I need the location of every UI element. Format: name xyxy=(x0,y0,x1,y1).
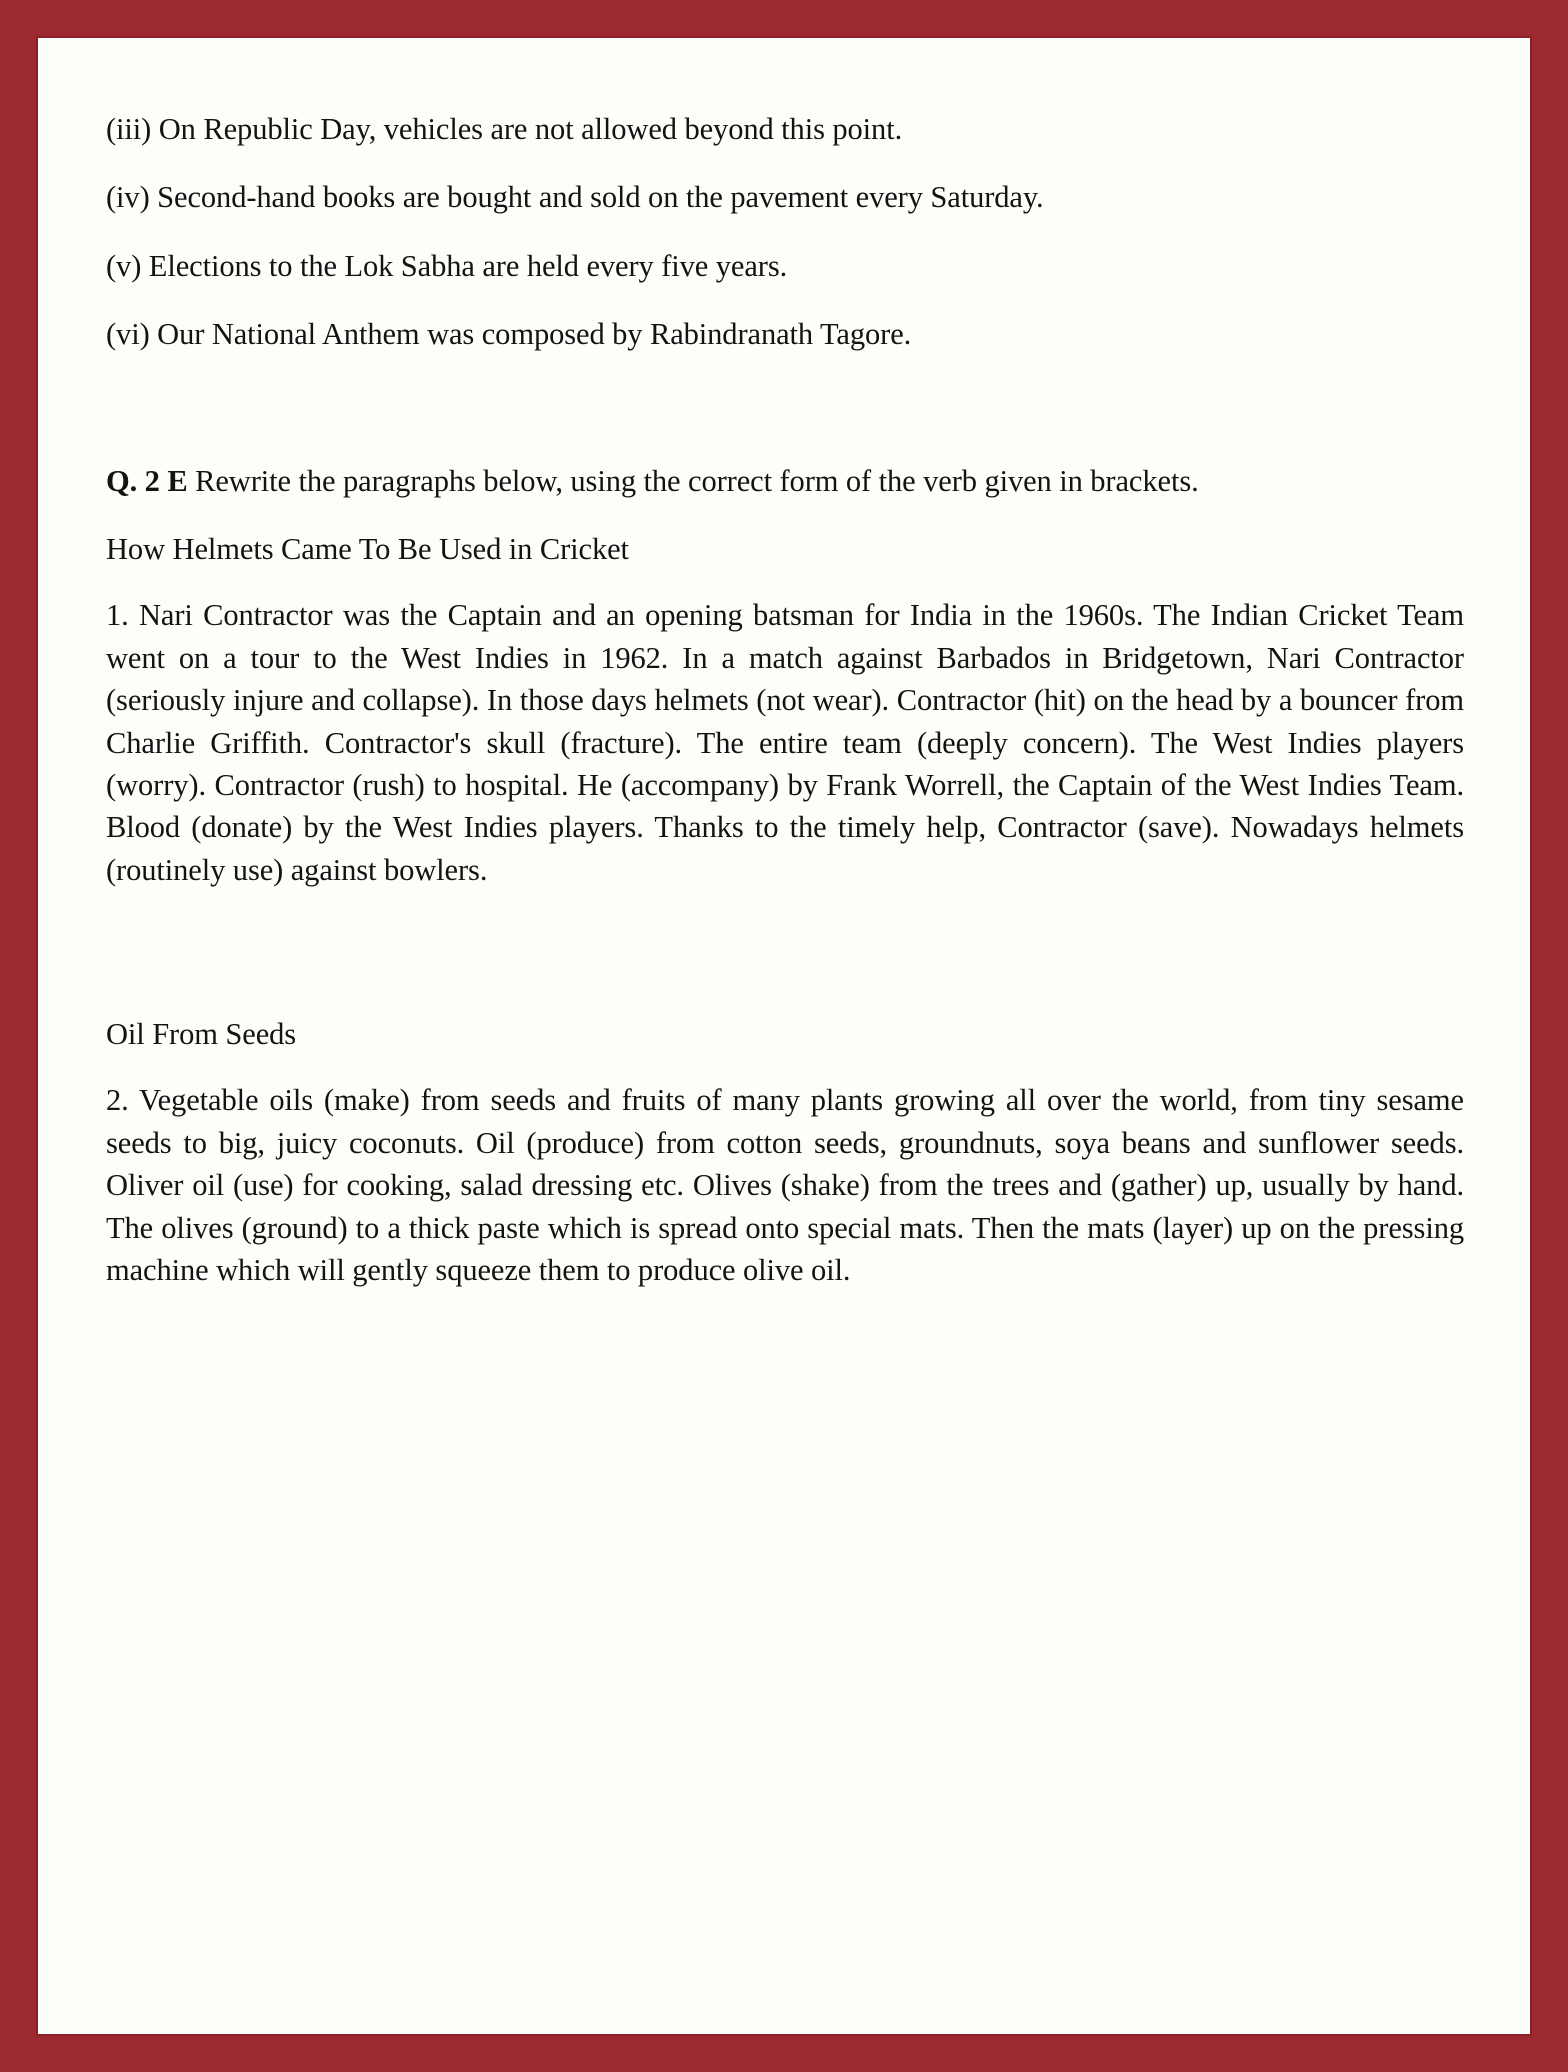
document-sheet xyxy=(38,38,1530,2034)
section-spacer-2 xyxy=(106,917,1464,1013)
page-border-band xyxy=(10,10,1558,2062)
question-instruction: Rewrite the paragraphs below, using the correct form of the verb given in brackets. xyxy=(195,463,1199,498)
passage-two-title: Oil From Seeds xyxy=(106,1017,297,1052)
list-item-iv: (iv) Second-hand books are bought and sold on the pavement every Saturday. xyxy=(106,180,1044,215)
question-instruction-space xyxy=(188,464,196,498)
list-item-vi: (vi) Our National Anthem was composed by Rabindranath Tagore. xyxy=(106,317,912,352)
passage-two-body: 2. Vegetable oils (make) from seeds and fruits of many plants growing all over the world, from tiny sesame seeds to big, juicy coconuts. Oil (produce) from cotton seeds, groundnuts, soya beans and sunflower seeds. Oliver oil (use) for cooking, salad dressing etc. Olives (shake) from the trees and (gather) up, usually by hand. The olives (ground) to a thick paste which is spread onto special mats. Then the mats (layer) up on the pressing machine which will gently squeeze them to produce olive oil. xyxy=(106,1083,1464,1288)
section-spacer-1 xyxy=(106,382,1464,460)
question-prompt xyxy=(106,460,1464,502)
passage-one-body: 1. Nari Contractor was the Captain and an opening batsman for India in the 1960s. The Indian Cricket Team went on a tour to the West Indies in 1962. In a match against Barbados in Bridgetown, Nari Contractor (seriously injure and collapse). In those days helmets (not wear). Contractor (hit) on the head by a bouncer from Charlie Griffith. Contractor's skull (fracture). The entire team (deeply concern). The West Indies players (worry). Contractor (rush) to hospital. He (accompany) by Frank Worrell, the Captain of the West Indies Team. Blood (donate) by the West Indies players. Thanks to the timely help, Contractor (save). Nowadays helmets (routinely use) against bowlers. xyxy=(106,598,1464,887)
passage-one-title: How Helmets Came To Be Used in Cricket xyxy=(106,531,629,566)
question-label: Q. 2 E xyxy=(106,463,188,498)
page-inner-border-line xyxy=(36,36,1532,2036)
list-item-v: (v) Elections to the Lok Sabha are held every five years. xyxy=(106,248,788,283)
list-item-iii: (iii) On Republic Day, vehicles are not allowed beyond this point. xyxy=(106,112,903,146)
